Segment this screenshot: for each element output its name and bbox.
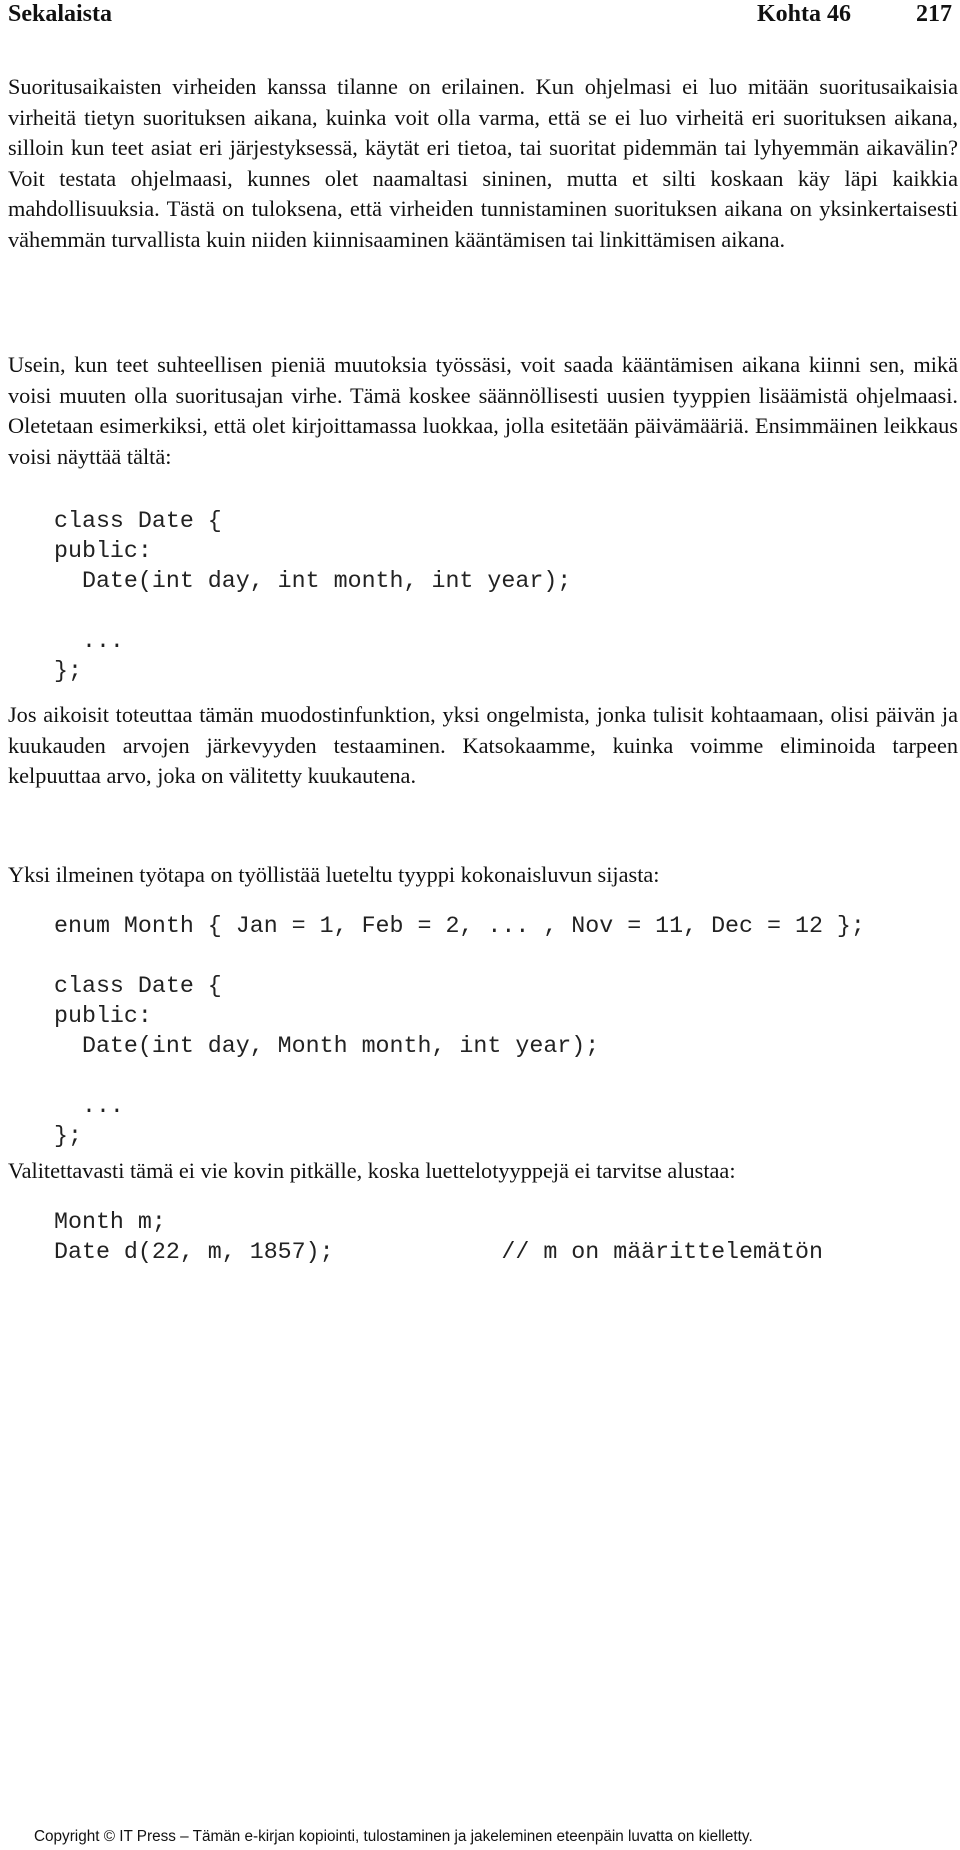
- page-number: 217: [916, 1, 952, 27]
- paragraph-compile-time-checks: Usein, kun teet suhteellisen pieniä muutoksia työssäsi, voit saada kääntämisen aikana kiinni sen, mikä voisi muuten olla suoritusajan virhe. Tämä koskee säännöllisesti uusien tyyppien lisäämistä ohjelmaasi. Oletetaan esimerkiksi, että olet kirjoittamassa luokkaa, jolla esitetään päivämääriä. Ensimmäinen leikkaus voisi näyttää tältä:: [8, 352, 958, 469]
- code-block-date-class: class Date { public: Date(int day, int month, int year); ... };: [54, 508, 572, 684]
- section-label: Kohta 46: [757, 1, 852, 27]
- code-block-enum-month: enum Month { Jan = 1, Feb = 2, ... , Nov = 11, Dec = 12 }; class Date { public: Date(int day, Month month, int year); ... };: [54, 913, 865, 1149]
- copyright-footer: Copyright © IT Press – Tämän e-kirjan kopiointi, tulostaminen ja jakeleminen eteenpäin luvatta on kielletty.: [34, 1828, 753, 1845]
- code-block-uninitialized-month: Month m; Date d(22, m, 1857); // m on määrittelemätön: [54, 1209, 823, 1265]
- paragraph-enum-approach: Yksi ilmeinen työtapa on työllistää lueteltu tyyppi kokonaisluvun sijasta:: [8, 862, 660, 887]
- paragraph-constructor-validation: Jos aikoisit toteuttaa tämän muodostinfunktion, yksi ongelmista, jonka tulisit kohtaamaan, olisi päivän ja kuukauden arvojen järkevyyden testaaminen. Katsokaamme, kuinka voimme eliminoida tarpeen kelpuuttaa arvo, joka on välitetty kuukautena.: [8, 702, 958, 788]
- running-header: [8, 0, 952, 28]
- paragraph-runtime-errors: Suoritusaikaisten virheiden kanssa tilanne on erilainen. Kun ohjelmasi ei luo mitään suoritusaikaisia virheitä tietyn suorituksen aikana, kuinka voit olla varma, että se ei luo virheitä eri suorituksen aikana, silloin kun teet asiat eri järjestyksessä, käytät eri tietoa, tai suoritat pidemmän tai lyhyemmän aikavälin? Voit testata ohjelmaasi, kunnes olet naamaltasi sininen, mutta et silti koskaan käy läpi kaikkia mahdollisuuksia. Tästä on tuloksena, että virheiden tunnistaminen suorituksen aikana on yksinkertaisesti vähemmän turvallista kuin niiden kiinnisaaminen kääntämisen tai linkittämisen aikana.: [8, 74, 958, 252]
- chapter-title: Sekalaista: [8, 1, 113, 27]
- paragraph-enum-uninitialized: Valitettavasti tämä ei vie kovin pitkälle, koska luettelotyyppejä ei tarvitse alustaa:: [8, 1158, 736, 1183]
